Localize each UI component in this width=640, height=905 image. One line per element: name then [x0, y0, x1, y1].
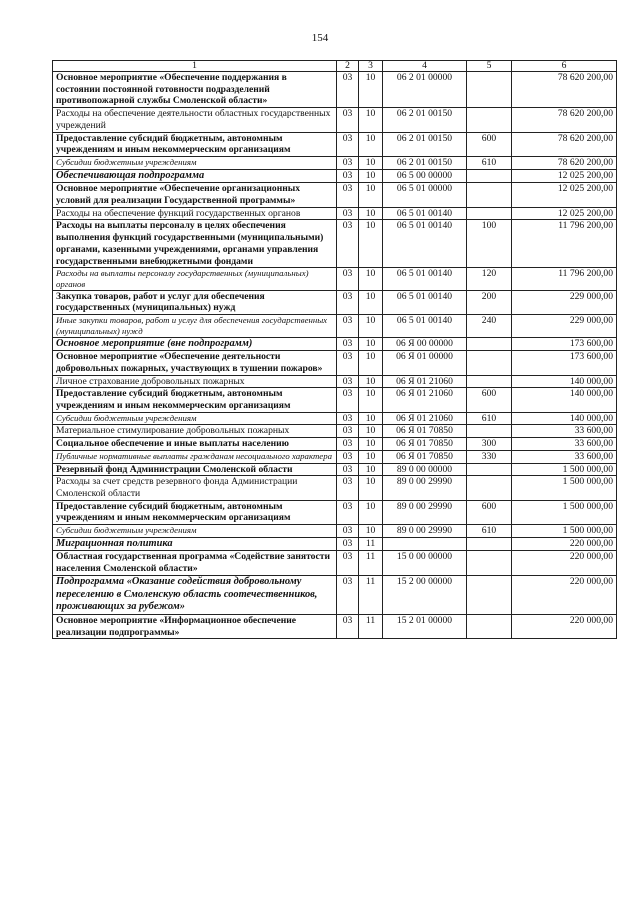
row-section: 03	[337, 438, 359, 451]
row-subsection: 10	[359, 290, 383, 314]
row-name: Расходы на выплаты персоналу в целях обеспечения выполнения функций государственными (муниципальными) органами, казенными учреждениями, органами управления государственными внебюджетными фондами	[53, 220, 337, 268]
row-subsection: 10	[359, 169, 383, 183]
row-amount: 12 025 200,00	[512, 207, 617, 220]
row-expense-type: 610	[467, 156, 512, 169]
row-section: 03	[337, 315, 359, 337]
table-row	[53, 537, 617, 551]
header-col-6: 6	[512, 61, 617, 72]
row-subsection: 10	[359, 72, 383, 108]
row-amount: 140 000,00	[512, 375, 617, 388]
row-amount: 11 796 200,00	[512, 220, 617, 268]
row-expense-type: 300	[467, 438, 512, 451]
row-section: 03	[337, 268, 359, 290]
header-col-2: 2	[337, 61, 359, 72]
table-row	[53, 207, 617, 220]
row-section: 03	[337, 614, 359, 638]
row-section: 03	[337, 375, 359, 388]
row-amount: 12 025 200,00	[512, 169, 617, 183]
header-col-3: 3	[359, 61, 383, 72]
row-expense-type: 600	[467, 500, 512, 524]
header-row	[53, 61, 617, 72]
row-name: Расходы на обеспечение деятельности областных государственных учреждений	[53, 108, 337, 132]
row-amount: 229 000,00	[512, 290, 617, 314]
row-target-code: 89 0 00 00000	[383, 463, 467, 476]
table-row	[53, 156, 617, 169]
row-name: Социальное обеспечение и иные выплаты населению	[53, 438, 337, 451]
row-subsection: 10	[359, 268, 383, 290]
row-expense-type	[467, 375, 512, 388]
table-row	[53, 575, 617, 614]
row-section: 03	[337, 72, 359, 108]
row-amount: 220 000,00	[512, 551, 617, 575]
row-target-code: 06 2 01 00150	[383, 132, 467, 156]
row-subsection: 10	[359, 156, 383, 169]
row-section: 03	[337, 575, 359, 614]
row-name: Основное мероприятие «Обеспечение организационных условий для реализации Государственной программы»	[53, 183, 337, 207]
row-expense-type	[467, 169, 512, 183]
header-col-5: 5	[467, 61, 512, 72]
row-section: 03	[337, 207, 359, 220]
table-row	[53, 72, 617, 108]
row-amount: 33 600,00	[512, 438, 617, 451]
row-expense-type: 330	[467, 450, 512, 463]
table-row	[53, 525, 617, 538]
row-name: Миграционная политика	[53, 537, 337, 551]
row-amount: 229 000,00	[512, 315, 617, 337]
table-row	[53, 500, 617, 524]
row-expense-type	[467, 108, 512, 132]
row-amount: 1 500 000,00	[512, 525, 617, 538]
row-name: Основное мероприятие «Обеспечение поддержания в состоянии постоянной готовности подразделений противопожарной службы Смоленской области»	[53, 72, 337, 108]
row-subsection: 10	[359, 375, 383, 388]
table-row	[53, 315, 617, 337]
row-section: 03	[337, 290, 359, 314]
row-expense-type: 600	[467, 388, 512, 412]
table-row	[53, 337, 617, 351]
row-section: 03	[337, 500, 359, 524]
row-subsection: 10	[359, 108, 383, 132]
row-subsection: 10	[359, 438, 383, 451]
row-name: Расходы на обеспечение функций государственных органов	[53, 207, 337, 220]
row-subsection: 11	[359, 575, 383, 614]
table-row	[53, 351, 617, 375]
row-amount: 78 620 200,00	[512, 72, 617, 108]
row-expense-type: 610	[467, 525, 512, 538]
table-row	[53, 132, 617, 156]
row-subsection: 10	[359, 337, 383, 351]
row-subsection: 11	[359, 551, 383, 575]
row-expense-type: 610	[467, 412, 512, 425]
row-expense-type	[467, 463, 512, 476]
row-amount: 173 600,00	[512, 337, 617, 351]
row-subsection: 10	[359, 351, 383, 375]
row-section: 03	[337, 156, 359, 169]
row-target-code: 89 0 00 29990	[383, 500, 467, 524]
row-name: Основное мероприятие «Обеспечение деятельности добровольных пожарных, участвующих в тушении пожаров»	[53, 351, 337, 375]
row-expense-type: 100	[467, 220, 512, 268]
row-expense-type	[467, 551, 512, 575]
row-expense-type	[467, 476, 512, 500]
row-name: Обеспечивающая подпрограмма	[53, 169, 337, 183]
row-name: Публичные нормативные выплаты гражданам несоциального характера	[53, 450, 337, 463]
table-row	[53, 551, 617, 575]
row-section: 03	[337, 132, 359, 156]
row-expense-type: 200	[467, 290, 512, 314]
row-section: 03	[337, 476, 359, 500]
row-section: 03	[337, 220, 359, 268]
row-target-code: 06 Я 01 70850	[383, 425, 467, 438]
row-target-code: 06 Я 01 21060	[383, 412, 467, 425]
row-expense-type	[467, 72, 512, 108]
row-subsection: 11	[359, 614, 383, 638]
row-expense-type	[467, 575, 512, 614]
table-row	[53, 290, 617, 314]
table-row	[53, 463, 617, 476]
row-section: 03	[337, 169, 359, 183]
row-expense-type: 240	[467, 315, 512, 337]
table-row	[53, 169, 617, 183]
row-section: 03	[337, 425, 359, 438]
table-row	[53, 388, 617, 412]
row-name: Субсидии бюджетным учреждениям	[53, 156, 337, 169]
row-name: Основное мероприятие «Информационное обеспечение реализации подпрограммы»	[53, 614, 337, 638]
row-section: 03	[337, 525, 359, 538]
row-expense-type: 120	[467, 268, 512, 290]
row-target-code: 15 2 00 00000	[383, 575, 467, 614]
row-name: Личное страхование добровольных пожарных	[53, 375, 337, 388]
row-amount: 1 500 000,00	[512, 476, 617, 500]
row-name: Расходы за счет средств резервного фонда Администрации Смоленской области	[53, 476, 337, 500]
row-name: Субсидии бюджетным учреждениям	[53, 525, 337, 538]
row-subsection: 10	[359, 463, 383, 476]
row-expense-type	[467, 351, 512, 375]
row-target-code: 06 2 01 00150	[383, 108, 467, 132]
row-section: 03	[337, 108, 359, 132]
table-body	[53, 72, 617, 639]
table-row	[53, 108, 617, 132]
row-target-code: 06 Я 00 00000	[383, 337, 467, 351]
row-amount: 78 620 200,00	[512, 132, 617, 156]
row-target-code: 06 2 01 00000	[383, 72, 467, 108]
row-target-code: 06 2 01 00150	[383, 156, 467, 169]
table-row	[53, 220, 617, 268]
row-subsection: 10	[359, 132, 383, 156]
row-target-code: 06 Я 01 00000	[383, 351, 467, 375]
row-amount: 11 796 200,00	[512, 268, 617, 290]
row-section: 03	[337, 450, 359, 463]
table-row	[53, 375, 617, 388]
row-name: Предоставление субсидий бюджетным, автономным учреждениям и иным некоммерческим организациям	[53, 132, 337, 156]
row-amount: 78 620 200,00	[512, 108, 617, 132]
row-name: Подпрограмма «Оказание содействия добровольному переселению в Смоленскую область соотечественников, проживающих за рубежом»	[53, 575, 337, 614]
row-name: Субсидии бюджетным учреждениям	[53, 412, 337, 425]
row-name: Расходы на выплаты персоналу государственных (муниципальных) органов	[53, 268, 337, 290]
row-target-code: 06 5 01 00140	[383, 315, 467, 337]
row-amount: 140 000,00	[512, 412, 617, 425]
row-target-code: 06 Я 01 21060	[383, 375, 467, 388]
row-subsection: 10	[359, 183, 383, 207]
row-target-code: 06 5 00 00000	[383, 169, 467, 183]
row-target-code: 06 5 01 00140	[383, 268, 467, 290]
row-section: 03	[337, 537, 359, 551]
row-name: Областная государственная программа «Содействие занятости населения Смоленской области»	[53, 551, 337, 575]
row-subsection: 10	[359, 388, 383, 412]
row-subsection: 10	[359, 315, 383, 337]
row-amount: 220 000,00	[512, 575, 617, 614]
row-target-code: 89 0 00 29990	[383, 525, 467, 538]
table-header	[53, 61, 617, 72]
row-target-code: 15 0 00 00000	[383, 551, 467, 575]
row-amount: 1 500 000,00	[512, 463, 617, 476]
row-amount: 33 600,00	[512, 425, 617, 438]
row-target-code: 06 Я 01 70850	[383, 450, 467, 463]
row-subsection: 10	[359, 525, 383, 538]
row-section: 03	[337, 388, 359, 412]
row-subsection: 10	[359, 412, 383, 425]
row-target-code: 06 Я 01 21060	[383, 388, 467, 412]
row-target-code: 06 Я 01 70850	[383, 438, 467, 451]
table-row	[53, 268, 617, 290]
row-section: 03	[337, 183, 359, 207]
table-row	[53, 425, 617, 438]
row-amount: 140 000,00	[512, 388, 617, 412]
row-target-code: 89 0 00 29990	[383, 476, 467, 500]
row-section: 03	[337, 351, 359, 375]
row-expense-type	[467, 425, 512, 438]
row-target-code: 06 5 01 00140	[383, 290, 467, 314]
row-subsection: 10	[359, 450, 383, 463]
row-name: Основное мероприятие (вне подпрограмм)	[53, 337, 337, 351]
table-row	[53, 183, 617, 207]
table-row	[53, 412, 617, 425]
row-name: Предоставление субсидий бюджетным, автономным учреждениям и иным некоммерческим организациям	[53, 388, 337, 412]
row-amount: 1 500 000,00	[512, 500, 617, 524]
row-subsection: 11	[359, 537, 383, 551]
row-expense-type: 600	[467, 132, 512, 156]
row-section: 03	[337, 337, 359, 351]
row-expense-type	[467, 537, 512, 551]
row-name: Предоставление субсидий бюджетным, автономным учреждениям и иным некоммерческим организациям	[53, 500, 337, 524]
row-section: 03	[337, 551, 359, 575]
row-subsection: 10	[359, 476, 383, 500]
row-target-code: 15 2 01 00000	[383, 614, 467, 638]
table-row	[53, 450, 617, 463]
row-name: Иные закупки товаров, работ и услуг для обеспечения государственных (муниципальных) нужд	[53, 315, 337, 337]
row-name: Закупка товаров, работ и услуг для обеспечения государственных (муниципальных) нужд	[53, 290, 337, 314]
row-subsection: 10	[359, 500, 383, 524]
row-amount: 220 000,00	[512, 614, 617, 638]
table-row	[53, 476, 617, 500]
row-amount: 33 600,00	[512, 450, 617, 463]
page-number: 154	[311, 32, 329, 44]
row-target-code	[383, 537, 467, 551]
row-target-code: 06 5 01 00140	[383, 220, 467, 268]
row-subsection: 10	[359, 220, 383, 268]
row-expense-type	[467, 207, 512, 220]
row-subsection: 10	[359, 207, 383, 220]
row-name: Материальное стимулирование добровольных пожарных	[53, 425, 337, 438]
row-name: Резервный фонд Администрации Смоленской области	[53, 463, 337, 476]
row-amount: 78 620 200,00	[512, 156, 617, 169]
row-expense-type	[467, 337, 512, 351]
row-section: 03	[337, 463, 359, 476]
row-amount: 12 025 200,00	[512, 183, 617, 207]
row-amount: 220 000,00	[512, 537, 617, 551]
row-subsection: 10	[359, 425, 383, 438]
row-target-code: 06 5 01 00140	[383, 207, 467, 220]
table-row	[53, 438, 617, 451]
header-col-4: 4	[383, 61, 467, 72]
row-target-code: 06 5 01 00000	[383, 183, 467, 207]
row-amount: 173 600,00	[512, 351, 617, 375]
row-expense-type	[467, 183, 512, 207]
row-expense-type	[467, 614, 512, 638]
budget-table	[52, 60, 617, 639]
table-row	[53, 614, 617, 638]
row-section: 03	[337, 412, 359, 425]
header-col-1: 1	[53, 61, 337, 72]
